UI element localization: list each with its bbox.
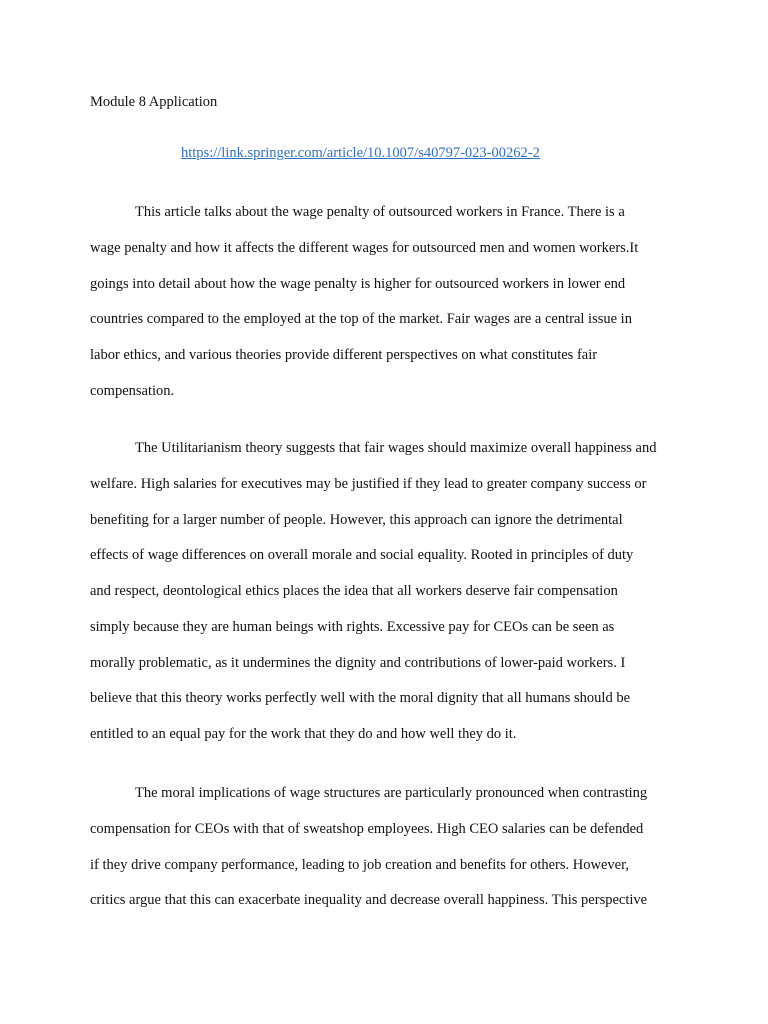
- paragraph-line: benefiting for a larger number of people. However, this approach can ignore the detrimental: [90, 511, 623, 528]
- paragraph-line: The Utilitarianism theory suggests that fair wages should maximize overall happiness and: [135, 440, 657, 456]
- paragraph-line: if they drive company performance, leading to job creation and benefits for others. However,: [90, 856, 629, 873]
- paragraph-line: compensation.: [90, 382, 175, 399]
- paragraph-line: effects of wage differences on overall morale and social equality. Rooted in principles of duty: [90, 547, 634, 564]
- page-title: Module 8 Application: [90, 94, 218, 110]
- paragraph-3: [90, 784, 690, 927]
- paragraph-line: wage penalty and how it affects the different wages for outsourced men and women workers.It: [90, 239, 639, 256]
- paragraph-line: goings into detail about how the wage penalty is higher for outsourced workers in lower end: [90, 275, 626, 292]
- paragraph-line: critics argue that this can exacerbate inequality and decrease overall happiness. This perspective: [90, 892, 648, 909]
- paragraph-line: compensation for CEOs with that of sweatshop employees. High CEO salaries can be defended: [90, 820, 644, 837]
- paragraph-line: and respect, deontological ethics places the idea that all workers deserve fair compensation: [90, 583, 618, 599]
- paragraph-2: [90, 439, 690, 761]
- paragraph-line: The moral implications of wage structures are particularly pronounced when contrasting: [135, 785, 648, 801]
- paragraph-line: countries compared to the employed at the top of the market. Fair wages are a central issue in: [90, 311, 632, 328]
- paragraph-line: simply because they are human beings with rights. Excessive pay for CEOs can be seen as: [90, 618, 615, 635]
- article-link[interactable]: https://link.springer.com/article/10.1007/s40797-023-00262-2: [181, 145, 540, 161]
- paragraph-line: welfare. High salaries for executives may be justified if they lead to greater company success or: [90, 475, 647, 492]
- paragraph-1: [90, 203, 690, 418]
- paragraph-line: morally problematic, as it undermines the dignity and contributions of lower-paid workers. I: [90, 654, 626, 671]
- paragraph-line: entitled to an equal pay for the work that they do and how well they do it.: [90, 726, 517, 742]
- paragraph-line: This article talks about the wage penalty of outsourced workers in France. There is a: [135, 204, 625, 220]
- paragraph-line: believe that this theory works perfectly well with the moral dignity that all humans should be: [90, 690, 631, 707]
- paragraph-line: labor ethics, and various theories provide different perspectives on what constitutes fair: [90, 347, 598, 363]
